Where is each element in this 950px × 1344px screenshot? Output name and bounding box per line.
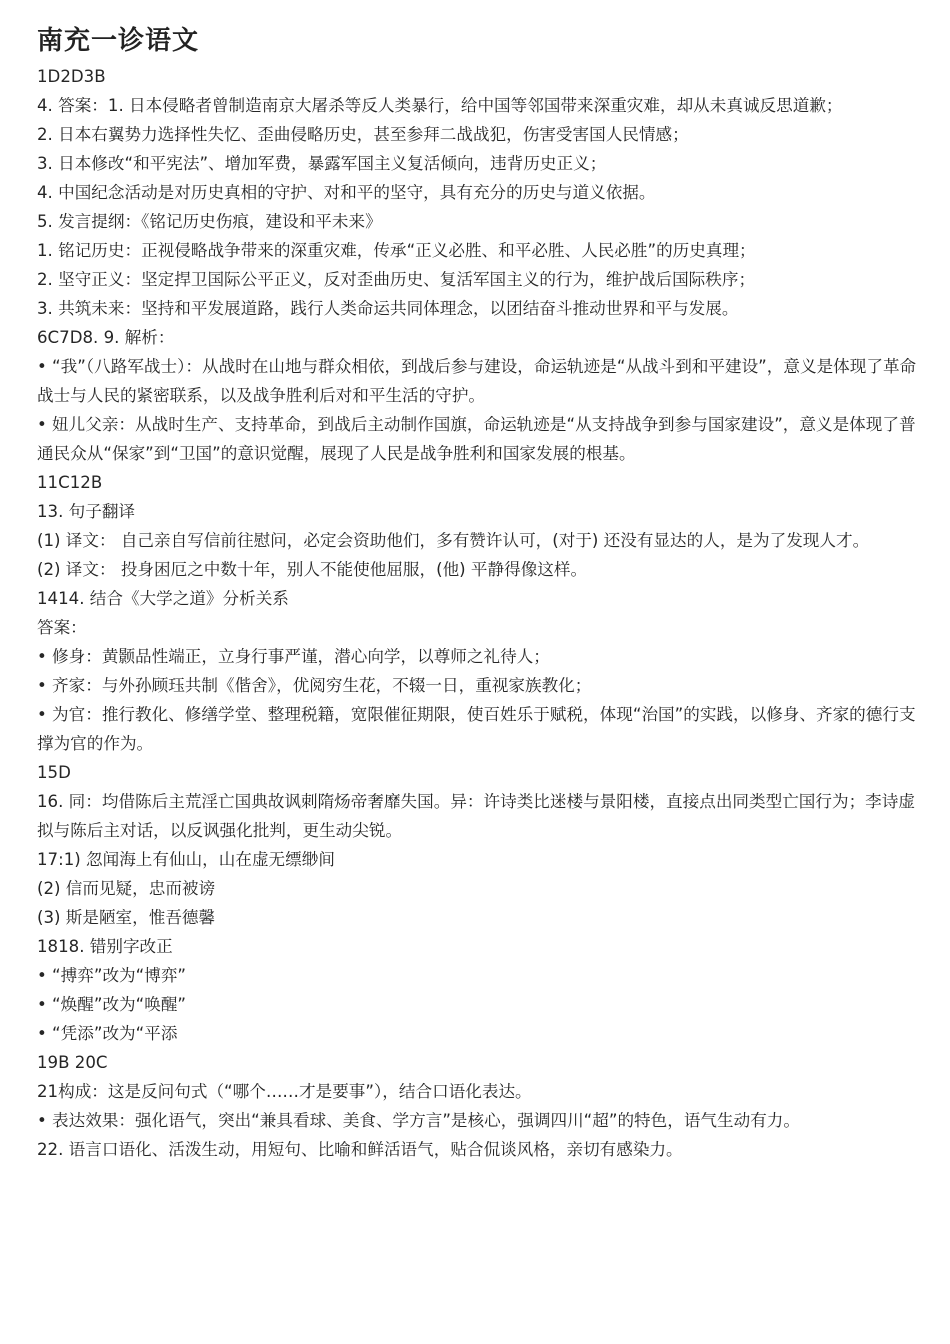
answer-line: • “搏弈”改为“博弈” [37, 966, 187, 985]
answer-line: 21构成：这是反问句式（“哪个……才是要事”），结合口语化表达。 [37, 1082, 532, 1101]
answer-line: • 表达效果：强化语气，突出“兼具看球、美食、学方言”是核心，强调四川“超”的特色，语气生动有力。 [37, 1111, 800, 1130]
document-title: 南充一诊语文 [37, 26, 200, 56]
answer-line: 3. 共筑未来：坚持和平发展道路，践行人类命运共同体理念，以团结奋斗推动世界和平与发展。 [37, 299, 739, 318]
answer-line: 15D [37, 763, 71, 782]
answer-line: • 妞儿父亲：从战时生产、支持革命，到战后主动制作国旗，命运轨迹是“从支持战争到参与国家建设”，意义是体现了普通民众从“保家”到“卫国”的意识觉醒，展现了人民是战争胜利和国家发展的根基。 [37, 415, 916, 463]
answer-line: 17:1) 忽闻海上有仙山，山在虚无缥缈间 [37, 850, 335, 869]
answer-line: (1) 译文： 自己亲自写信前往慰问，必定会资助他们，多有赞许认可，(对于) 还没有显达的人，是为了发现人才。 [37, 531, 870, 550]
answer-line: 6C7D8. 9. 解析： [37, 328, 175, 347]
answer-line: 2. 坚守正义：坚定捍卫国际公平正义，反对歪曲历史、复活军国主义的行为，维护战后国际秩序； [37, 270, 756, 289]
answer-line: • “凭添”改为“平添 [37, 1024, 178, 1043]
answer-line: • 修身：黄颢品性端正，立身行事严谨，潜心向学，以尊师之礼待人； [37, 647, 550, 666]
answer-lines [37, 62, 920, 1164]
answer-line: 19B 20C [37, 1053, 108, 1072]
answer-line: (2) 信而见疑，忠而被谤 [37, 879, 216, 898]
answer-line: 4. 答案：1. 日本侵略者曾制造南京大屠杀等反人类暴行，给中国等邻国带来深重灾难，却从未真诚反思道歉； [37, 96, 843, 115]
answer-line: • 为官：推行教化、修缮学堂、整理税籍，宽限催征期限，使百姓乐于赋税，体现“治国”的实践，以修身、齐家的德行支撑为官的作为。 [37, 705, 916, 753]
answer-line: 4. 中国纪念活动是对历史真相的守护、对和平的坚守，具有充分的历史与道义依据。 [37, 183, 656, 202]
answer-line: (2) 译文： 投身困厄之中数十年，别人不能使他屈服，(他) 平静得像这样。 [37, 560, 588, 579]
answer-line: 答案： [37, 618, 87, 637]
answer-line: 1414. 结合《大学之道》分析关系 [37, 589, 289, 608]
answer-line: 13. 句子翻译 [37, 502, 136, 521]
answer-line: 1. 铭记历史：正视侵略战争带来的深重灾难，传承“正义必胜、和平必胜、人民必胜”的历史真理； [37, 241, 756, 260]
answer-line: 3. 日本修改“和平宪法”、增加军费，暴露军国主义复活倾向，违背历史正义； [37, 154, 607, 173]
answer-line: 1D2D3B [37, 67, 106, 86]
answer-line: • “我”（八路军战士）：从战时在山地与群众相依，到战后参与建设，命运轨迹是“从战斗到和平建设”，意义是体现了革命战士与人民的紧密联系，以及战争胜利后对和平生活的守护。 [37, 357, 917, 405]
answer-line: 16. 同：均借陈后主荒淫亡国典故讽刺隋炀帝奢靡失国。异：许诗类比迷楼与景阳楼，直接点出同类型亡国行为；李诗虚拟与陈后主对话，以反讽强化批判，更生动尖锐。 [37, 792, 915, 840]
answer-line: (3) 斯是陋室，惟吾德馨 [37, 908, 216, 927]
answer-line: 1818. 错别字改正 [37, 937, 173, 956]
answer-line: 11C12B [37, 473, 103, 492]
answer-line: 22. 语言口语化、活泼生动，用短句、比喻和鲜活语气，贴合侃谈风格，亲切有感染力。 [37, 1140, 683, 1159]
answer-line: 2. 日本右翼势力选择性失忆、歪曲侵略历史，甚至参拜二战战犯，伤害受害国人民情感； [37, 125, 689, 144]
answer-line: • “焕醒”改为“唤醒” [37, 995, 187, 1014]
answer-line: • 齐家：与外孙顾珏共制《偕舍》，优阅穷生花，不辍一日，重视家族教化； [37, 676, 592, 695]
answer-line: 5. 发言提纲：《铭记历史伤痕，建设和平未来》 [37, 212, 382, 231]
